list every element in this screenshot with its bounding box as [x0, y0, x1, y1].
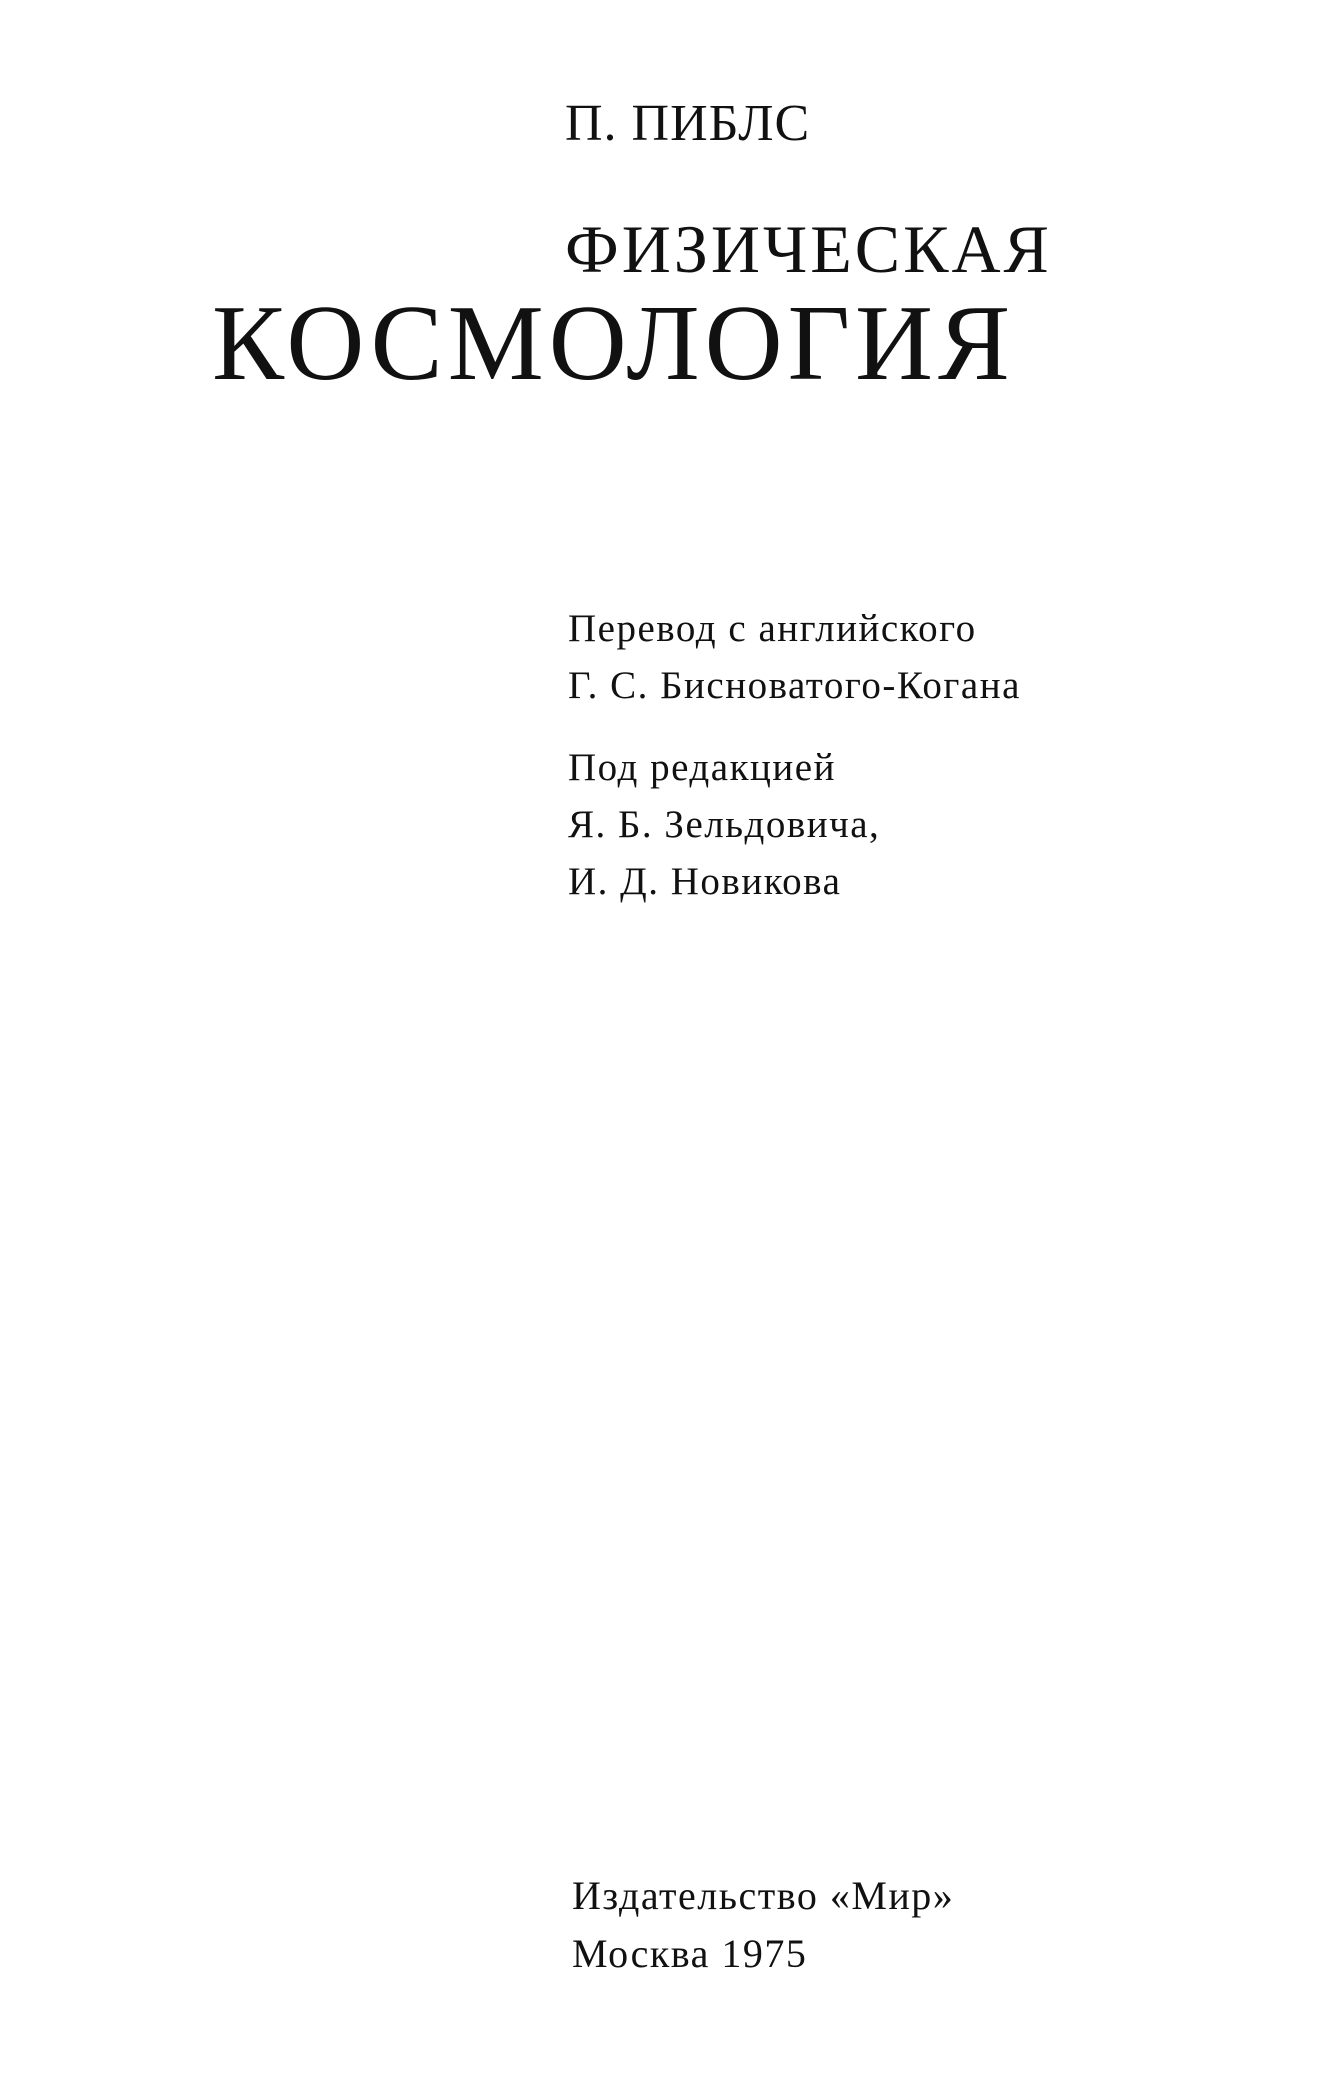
credits-spacer: [568, 714, 1021, 739]
city-year: Москва 1975: [572, 1931, 808, 1976]
author-name: П. ПИБЛС: [565, 95, 811, 152]
publisher-name: Издательство «Мир»: [572, 1873, 955, 1918]
editors-note: Под редакцией: [568, 746, 836, 789]
editor-name-2: И. Д. Новикова: [568, 860, 842, 903]
credits-block: [568, 600, 1021, 910]
translation-note: Перевод с английского: [568, 607, 977, 650]
imprint-block: [572, 1867, 954, 1983]
book-title-line-2: КОСМОЛОГИЯ: [212, 284, 1016, 403]
book-title-line-1: ФИЗИЧЕСКАЯ: [565, 211, 1052, 287]
editor-name-1: Я. Б. Зельдовича,: [568, 803, 881, 846]
translator-name: Г. С. Бисноватого-Когана: [568, 664, 1021, 707]
